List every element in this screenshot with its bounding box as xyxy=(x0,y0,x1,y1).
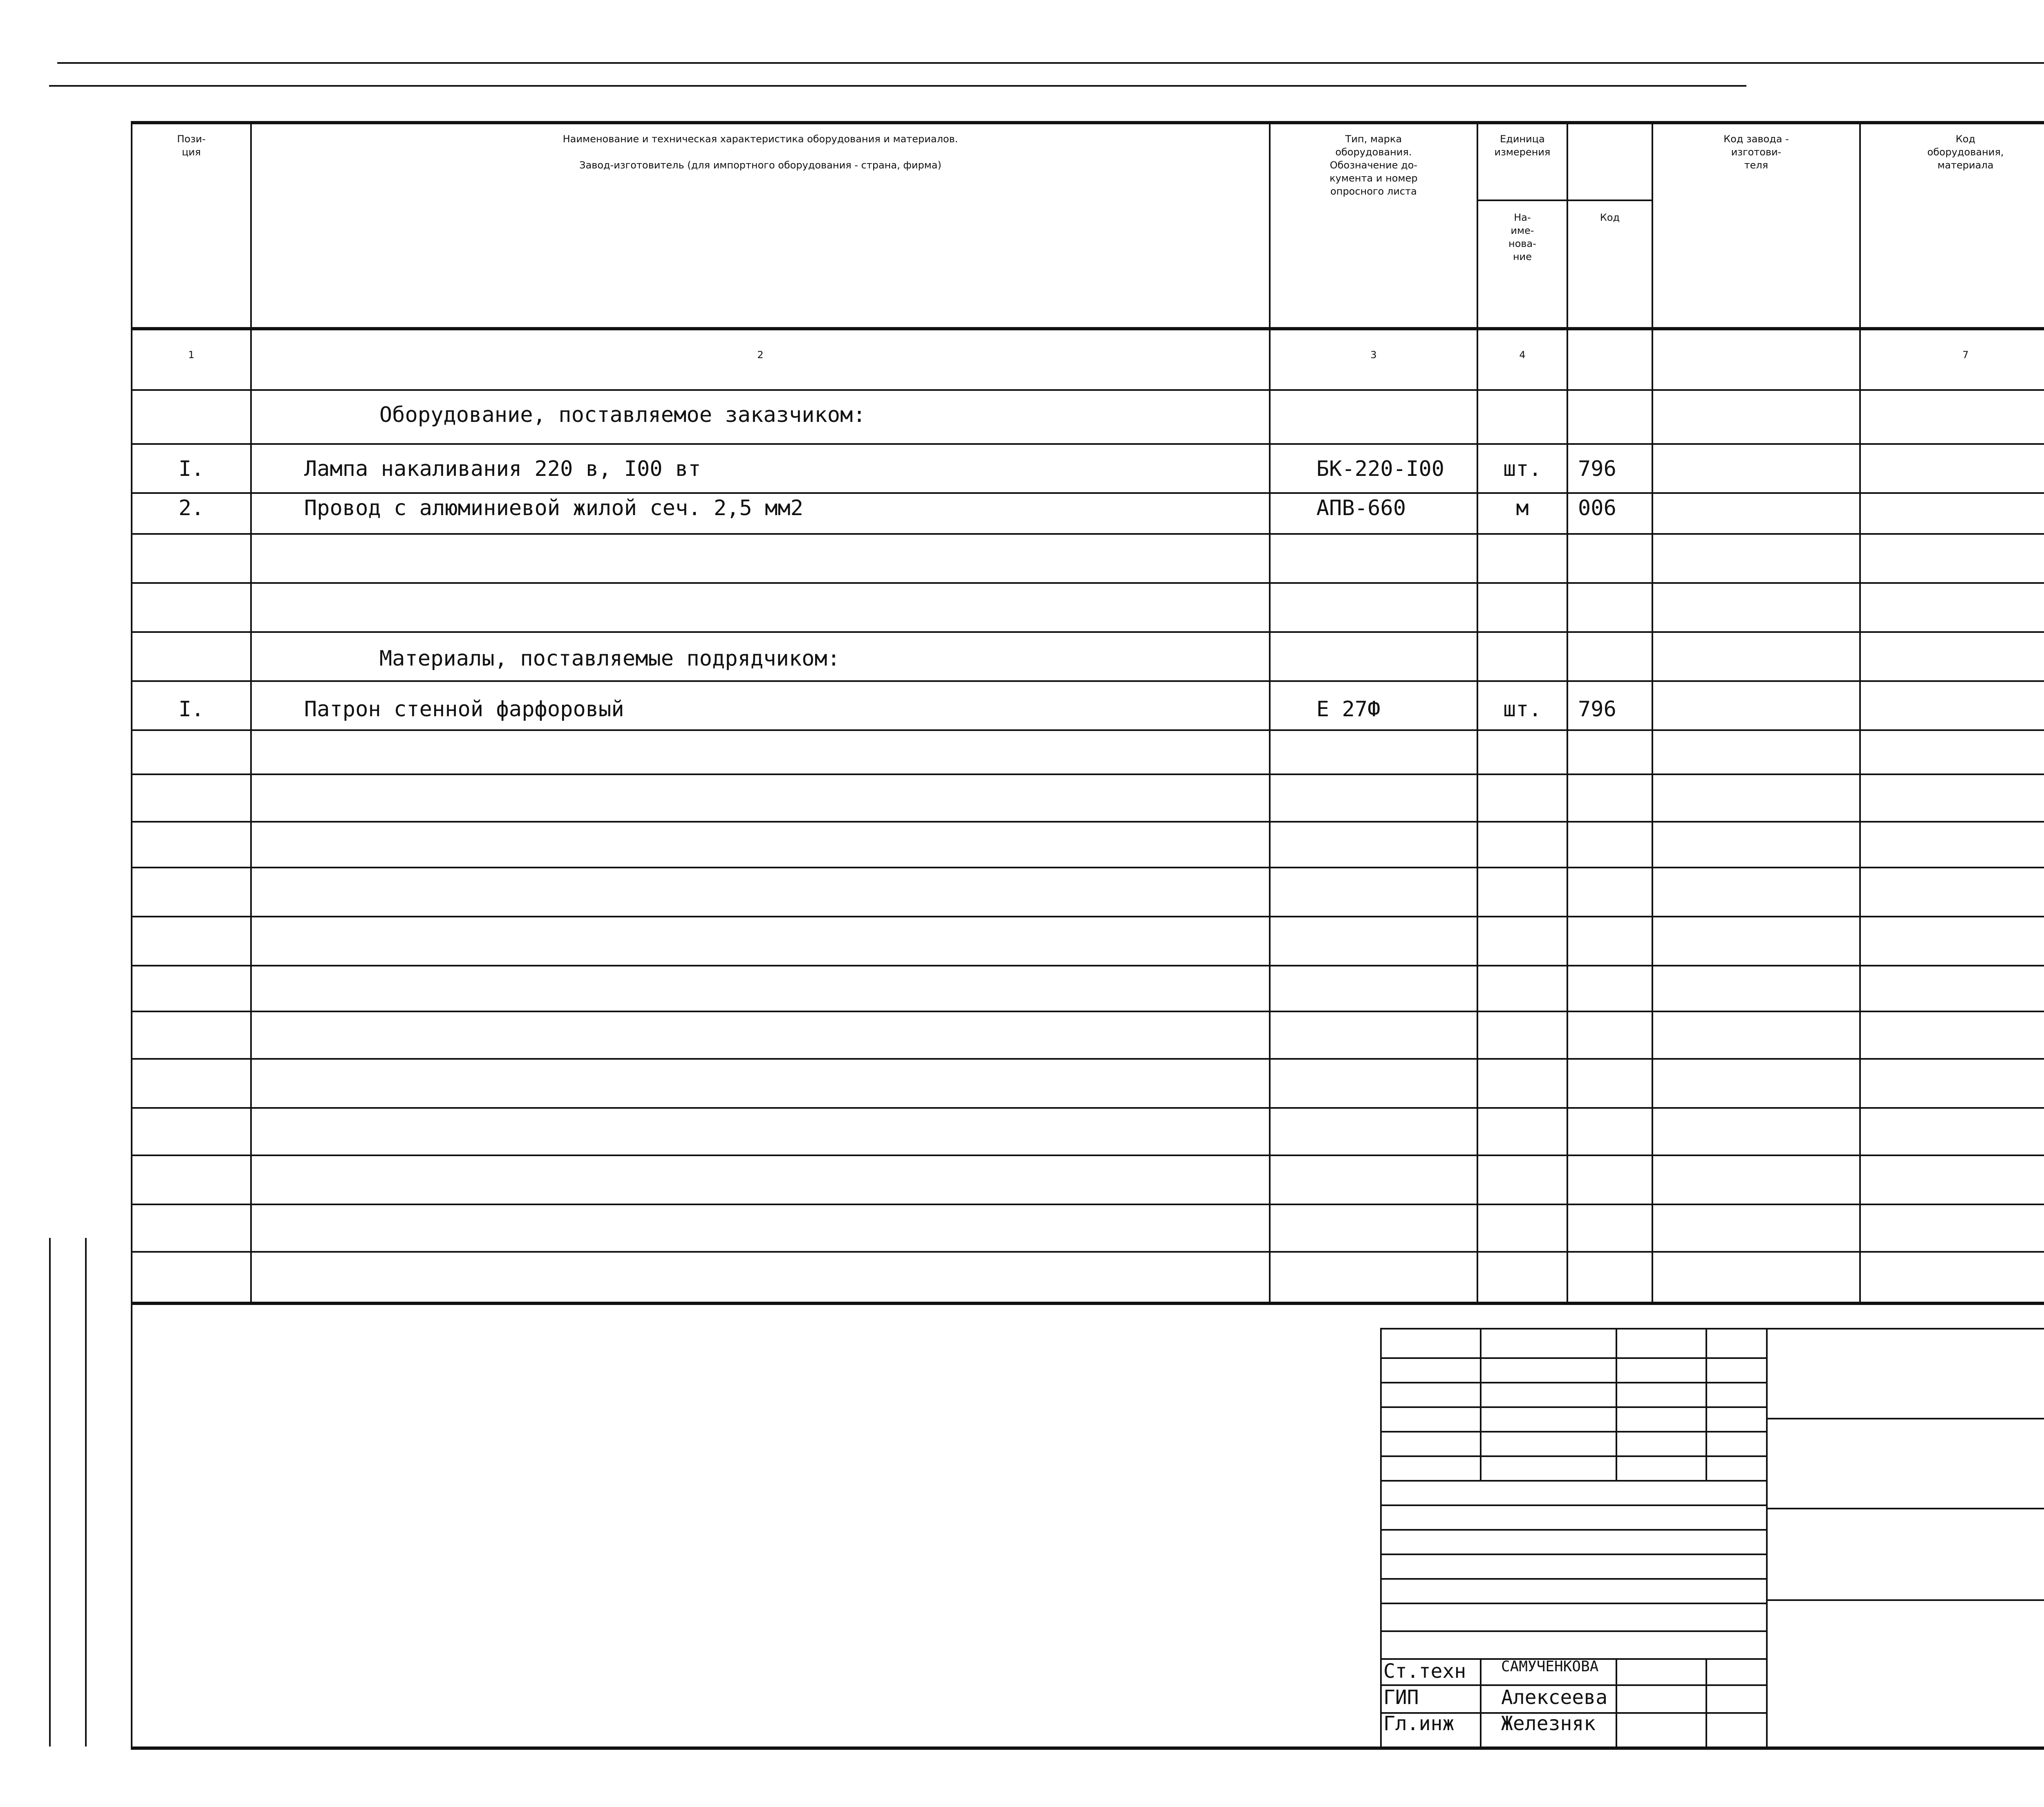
column-number: 4 xyxy=(1519,350,1526,361)
column-header: Код завода - изготови- теля xyxy=(1724,134,1789,172)
rule-line xyxy=(1380,1504,1766,1506)
row-unit: шт. xyxy=(1503,698,1542,723)
rule-line xyxy=(49,1238,51,1746)
rule-line xyxy=(1766,1508,2044,1509)
signer-role: Гл.инж xyxy=(1383,1712,1455,1735)
signer-name: Алексеева xyxy=(1501,1686,1608,1709)
column-number: 3 xyxy=(1370,350,1377,361)
rule-line xyxy=(131,631,2044,633)
rule-line xyxy=(131,1058,2044,1060)
signer-role: ГИП xyxy=(1383,1686,1419,1709)
rule-line xyxy=(131,729,2044,731)
row-name: Провод с алюминиевой жилой сеч. 2,5 мм2 xyxy=(304,497,803,522)
rule-line xyxy=(250,121,252,1302)
rule-line xyxy=(1380,1480,1766,1482)
rule-line xyxy=(1380,1455,1766,1457)
rule-line xyxy=(1380,1406,1766,1408)
row-position: 2. xyxy=(178,497,204,522)
rule-line xyxy=(131,1155,2044,1156)
rule-line xyxy=(1567,121,1568,1302)
signer-role: Ст.техн xyxy=(1383,1660,1466,1683)
rule-line xyxy=(131,492,2044,494)
rule-line xyxy=(131,821,2044,823)
rule-line xyxy=(1706,1658,1707,1746)
rule-line xyxy=(131,965,2044,966)
rule-line xyxy=(1766,1599,2044,1601)
rule-line xyxy=(1380,1554,1766,1555)
row-name: Патрон стенной фарфоровый xyxy=(304,698,624,723)
row-name: Лампа накаливания 220 в, I00 вт xyxy=(304,458,701,482)
section-title: Оборудование, поставляемое заказчиком: xyxy=(379,404,866,428)
rule-line xyxy=(131,1251,2044,1253)
row-type: БК-220-I00 xyxy=(1316,458,1445,482)
row-unit: шт. xyxy=(1503,458,1542,482)
rule-line xyxy=(1480,1658,1481,1746)
rule-line xyxy=(1477,200,1652,201)
rule-line xyxy=(57,62,2044,64)
rule-line xyxy=(1380,1357,1766,1359)
rule-line xyxy=(1380,1328,1382,1746)
rule-line xyxy=(131,1204,2044,1205)
column-header: Пози- ция xyxy=(177,134,206,159)
section-title: Материалы, поставляемые подрядчиком: xyxy=(379,648,840,672)
rule-line xyxy=(131,1302,2044,1305)
column-number: 1 xyxy=(188,350,195,361)
rule-line xyxy=(1706,1328,1707,1480)
rule-line xyxy=(131,327,2044,330)
rule-line xyxy=(131,533,2044,535)
rule-line xyxy=(131,867,2044,868)
rule-line xyxy=(1859,121,1861,1302)
rule-line xyxy=(131,1746,2044,1750)
rule-line xyxy=(1380,1630,1766,1632)
column-header: Код xyxy=(1600,213,1620,224)
rule-line xyxy=(1616,1328,1617,1480)
rule-line xyxy=(131,582,2044,584)
row-type: Е 27Ф xyxy=(1316,698,1381,723)
rule-line xyxy=(131,389,2044,391)
rule-line xyxy=(131,443,2044,445)
row-unit-code: 796 xyxy=(1578,458,1616,482)
column-header: Тип, марка оборудования. Обозначение до- кумента и номер опросного листа xyxy=(1329,134,1418,198)
rule-line xyxy=(131,773,2044,775)
rule-line xyxy=(1269,121,1271,1302)
rule-line xyxy=(1380,1578,1766,1580)
rule-line xyxy=(131,680,2044,682)
rule-line xyxy=(1380,1431,1766,1433)
row-position: I. xyxy=(178,458,204,482)
rule-line xyxy=(1380,1382,1766,1383)
row-type: АПВ-660 xyxy=(1316,497,1406,522)
rule-line xyxy=(1652,121,1653,1302)
rule-line xyxy=(1766,1328,1768,1746)
rule-line xyxy=(131,1107,2044,1109)
row-unit-code: 006 xyxy=(1578,497,1616,522)
rule-line xyxy=(131,916,2044,917)
rule-line xyxy=(85,1238,87,1746)
rule-line xyxy=(1380,1529,1766,1531)
row-unit: м xyxy=(1516,497,1529,522)
rule-line xyxy=(1480,1328,1481,1480)
column-header: Код оборудования, материала xyxy=(1927,134,2004,172)
column-header: Единица измерения xyxy=(1494,134,1551,159)
column-header: Наименование и техническая характеристика оборудования и материалов. Завод-изготовитель (для импортного оборудования - страна, фирма) xyxy=(563,134,958,172)
column-header: На- име- нова- ние xyxy=(1508,213,1536,263)
row-position: I. xyxy=(178,698,204,723)
rule-line xyxy=(1766,1418,2044,1419)
signer-name: САМУЧЕНКОВА xyxy=(1501,1660,1599,1676)
rule-line xyxy=(131,1011,2044,1012)
rule-line xyxy=(131,1302,132,1746)
rule-line xyxy=(131,121,2044,124)
rule-line xyxy=(1380,1603,1766,1604)
rule-line xyxy=(49,85,1746,87)
column-number: 7 xyxy=(1962,350,1969,361)
signer-name: Железняк xyxy=(1501,1712,1596,1735)
row-unit-code: 796 xyxy=(1578,698,1616,723)
column-number: 2 xyxy=(757,350,764,361)
rule-line xyxy=(1616,1658,1617,1746)
